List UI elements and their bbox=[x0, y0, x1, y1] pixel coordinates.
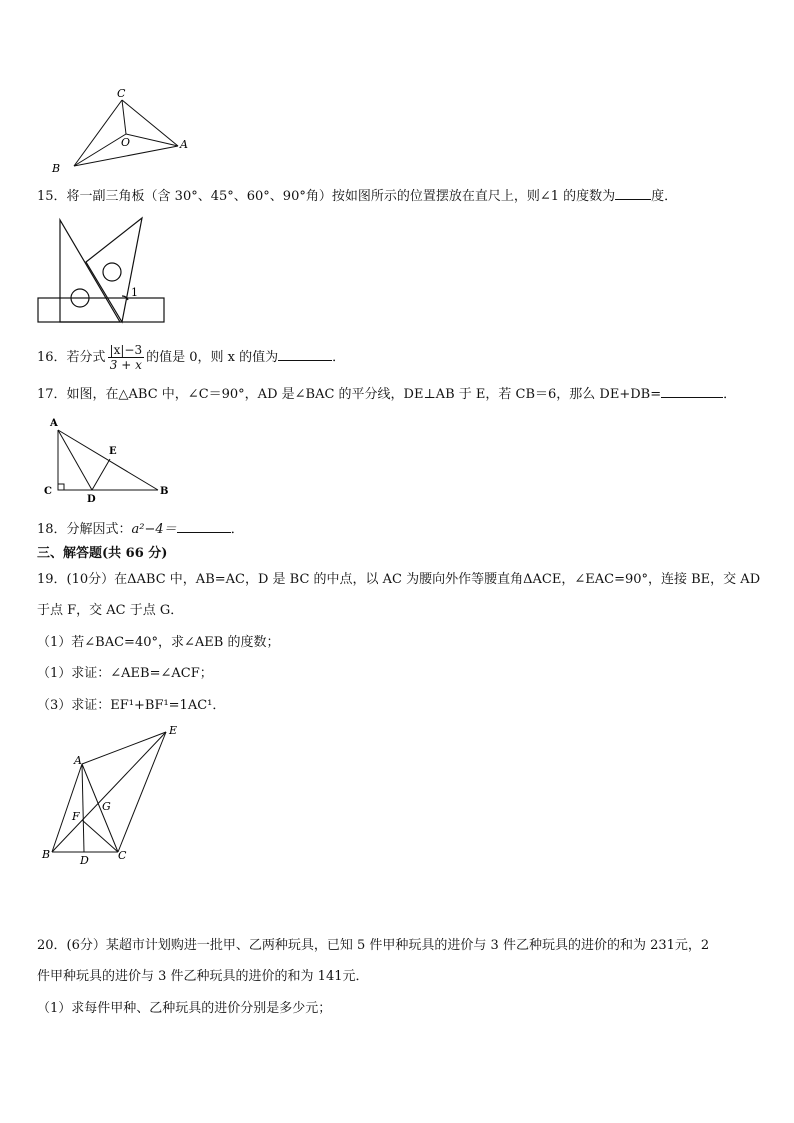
question-18 bbox=[37, 520, 244, 539]
question-19-part-1: （1）若∠BAC=40°，求∠AEB 的度数； bbox=[37, 635, 280, 650]
question-19-line-1: 19．(10分）在ΔABC 中，AB=AC，D 是 BC 的中点，以 AC 为腰向外作等腰直角ΔACE，∠EAC=90°，连接 BE，交 AD bbox=[37, 572, 761, 587]
figure-q19-geometry bbox=[38, 722, 188, 867]
question-17-text: 17．如图，在△ABC 中，∠C＝90°，AD 是∠BAC 的平分线，DE⊥AB 于 E，若 CB＝6，那么 DE+DB= bbox=[37, 387, 662, 402]
section-title: 三、解答题(共 66 分) bbox=[37, 546, 168, 561]
question-18-expression: a²−4＝ bbox=[131, 522, 177, 537]
vertex-label-a: A bbox=[74, 754, 82, 767]
question-16-end: ． bbox=[332, 350, 346, 365]
question-16-prefix: 16．若分式 bbox=[37, 350, 106, 365]
question-15-suffix: 度． bbox=[651, 189, 678, 204]
vertex-label-c: C bbox=[117, 87, 126, 100]
point-label-e: E bbox=[109, 446, 117, 457]
question-17-end: ． bbox=[723, 387, 737, 402]
fraction-numerator: |x|−3 bbox=[109, 343, 143, 357]
point-label-d: D bbox=[80, 854, 89, 867]
figure-q14-triangle bbox=[48, 86, 198, 176]
vertex-label-e: E bbox=[169, 724, 178, 737]
figure-q17-right-triangle bbox=[40, 414, 180, 504]
vertex-label-c: C bbox=[118, 849, 127, 862]
vertex-label-b: B bbox=[42, 848, 51, 861]
point-label-f: F bbox=[72, 810, 80, 823]
question-20-part-1: （1）求每件甲种、乙种玩具的进价分别是多少元； bbox=[37, 1001, 332, 1016]
question-19-part-2: （1）求证：∠AEB=∠ACF； bbox=[37, 666, 213, 681]
point-label-o: O bbox=[121, 136, 131, 149]
answer-blank-17[interactable] bbox=[661, 385, 723, 398]
answer-blank-16[interactable] bbox=[278, 348, 332, 361]
question-18-end: ． bbox=[230, 522, 244, 537]
question-17 bbox=[37, 385, 736, 404]
vertex-label-a: A bbox=[50, 418, 58, 429]
vertex-label-b: B bbox=[160, 486, 169, 497]
fraction bbox=[108, 343, 145, 372]
answer-blank-18[interactable] bbox=[177, 520, 231, 533]
question-20-line-2: 件甲种玩具的进价与 3 件乙种玩具的进价的和为 141元． bbox=[37, 969, 369, 984]
question-19-line-2: 于点 F，交 AC 于点 G． bbox=[37, 603, 184, 618]
question-16-suffix: 的值是 0，则 x 的值为 bbox=[146, 350, 279, 365]
fraction-denominator: 3 + x bbox=[109, 358, 142, 372]
question-16 bbox=[37, 340, 345, 376]
question-15-text: 15．将一副三角板（含 30°、45°、60°、90°角）按如图所示的位置摆放在直尺上，则∠1 的度数为 bbox=[37, 189, 616, 204]
point-label-g: G bbox=[102, 800, 111, 813]
question-19-part-3: （3）求证：EF¹+BF¹=1AC¹． bbox=[37, 698, 226, 713]
vertex-label-a: A bbox=[180, 138, 188, 151]
angle-label-1: 1 bbox=[131, 286, 138, 299]
answer-blank-15[interactable] bbox=[615, 187, 651, 200]
question-18-prefix: 18．分解因式： bbox=[37, 522, 132, 537]
point-label-d: D bbox=[87, 494, 96, 504]
vertex-label-b: B bbox=[52, 162, 61, 175]
vertex-label-c: C bbox=[44, 486, 52, 497]
question-20-line-1: 20．(6分）某超市计划购进一批甲、乙两种玩具，已知 5 件甲种玩具的进价与 3 件乙种玩具的进价的和为 231元，2 bbox=[37, 938, 710, 953]
figure-q15-set-squares bbox=[36, 214, 168, 326]
question-15 bbox=[37, 187, 677, 206]
